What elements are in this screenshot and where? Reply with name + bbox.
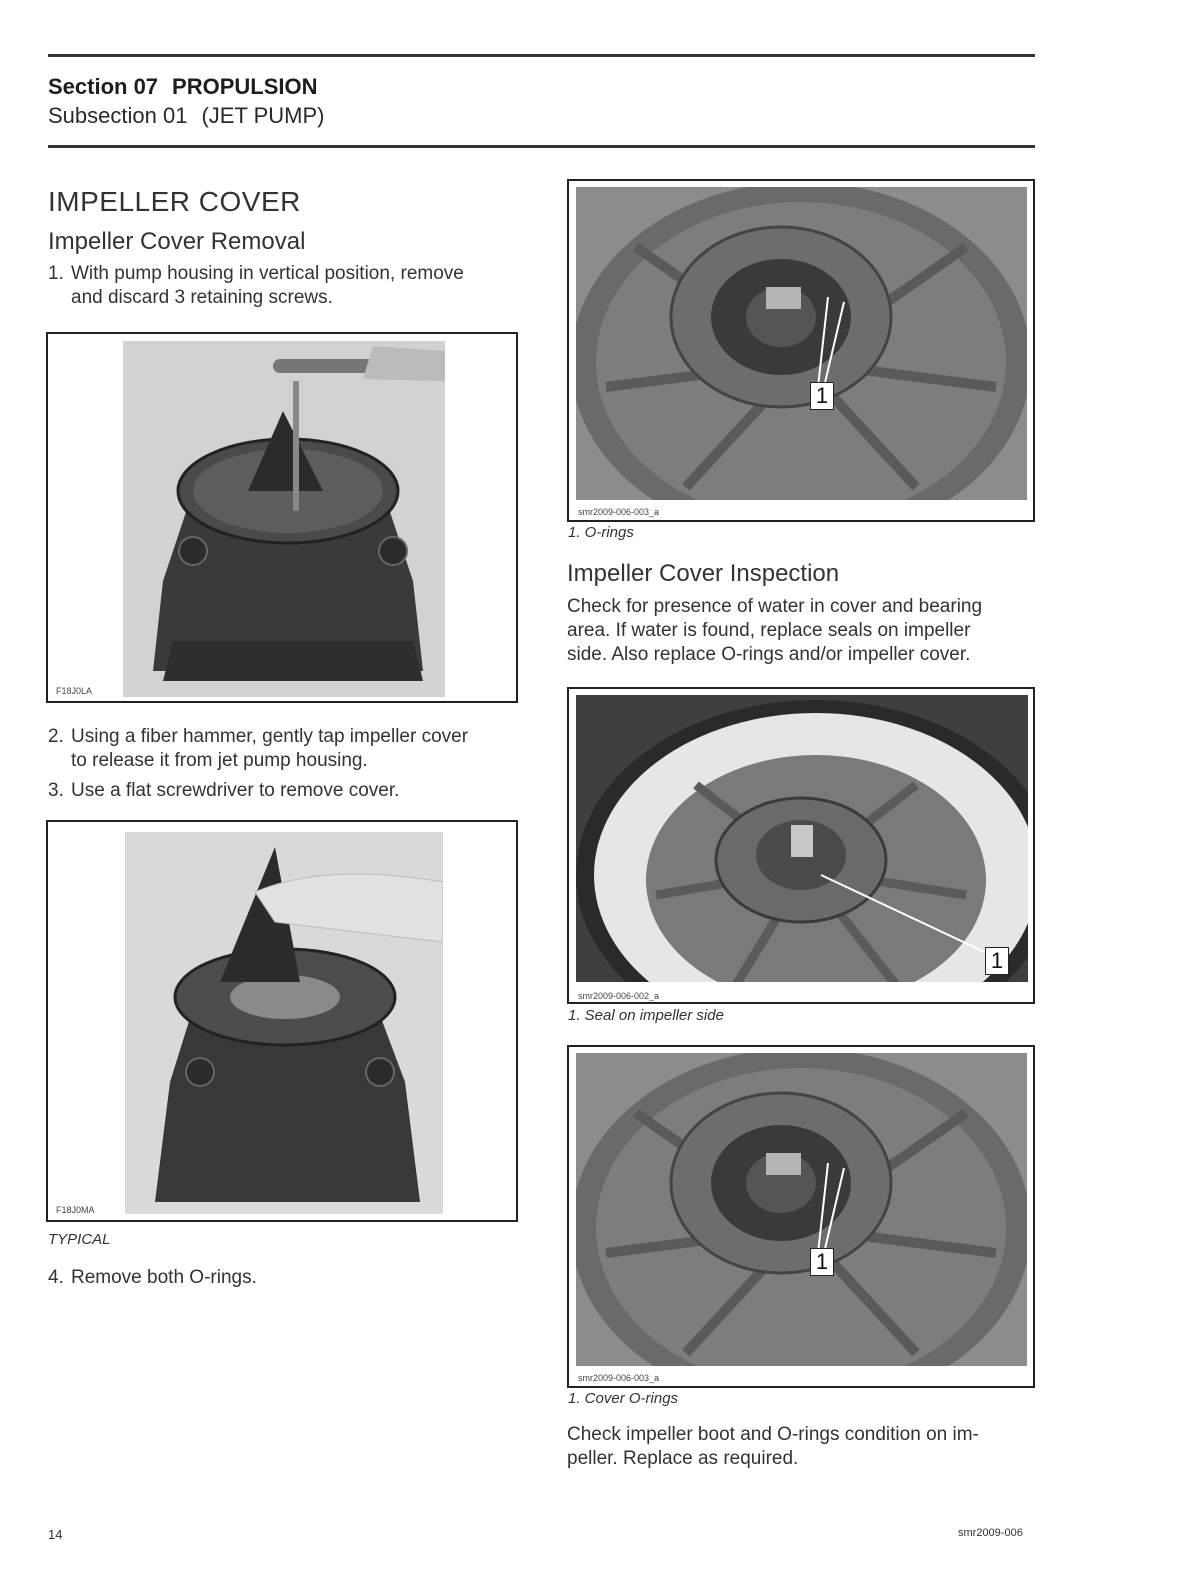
figure-seal <box>567 687 1035 1004</box>
figure-id: F18J0LA <box>56 686 93 696</box>
removal-heading: Impeller Cover Removal <box>48 228 306 255</box>
figure-caption: 1. Cover O-rings <box>568 1390 679 1407</box>
page-number: 14 <box>48 1527 63 1542</box>
figure-caption: TYPICAL <box>48 1231 111 1248</box>
section-heading <box>48 74 318 100</box>
figure-cover-o-rings <box>567 1045 1035 1388</box>
step-2: 2. Using a fiber hammer, gently tap impeller cover to release it from jet pump housing. <box>48 726 469 771</box>
subsection-label: Subsection 01 <box>48 103 188 128</box>
photo-ratchet-on-pump <box>123 341 445 697</box>
figure-remove-cover <box>46 820 518 1222</box>
subsection-title: (JET PUMP) <box>201 103 325 128</box>
figure-id: smr2009-006-003_a <box>578 507 660 517</box>
step-3: 3. Use a flat screwdriver to remove cover. <box>48 780 400 801</box>
section-title: PROPULSION <box>172 74 318 99</box>
header-bottom-rule <box>48 145 1035 148</box>
figure-caption: 1. Seal on impeller side <box>568 1007 724 1024</box>
photo-o-rings-top <box>576 187 1027 500</box>
callout-1: 1 <box>810 382 834 410</box>
document-code: smr2009-006 <box>958 1527 1023 1539</box>
figure-o-rings <box>567 179 1035 522</box>
photo-lifting-cover <box>125 832 443 1214</box>
header-top-rule <box>48 54 1035 57</box>
callout-1: 1 <box>810 1248 834 1276</box>
inspection-paragraph-2: Check impeller boot and O-rings condition on im- peller. Replace as required. <box>567 1424 979 1469</box>
step-1: 1. With pump housing in vertical position, remove and discard 3 retaining screws. <box>48 263 464 308</box>
photo-cover-o-rings <box>576 1053 1027 1366</box>
figure-id: F18J0MA <box>56 1205 95 1215</box>
inspection-heading: Impeller Cover Inspection <box>567 560 840 587</box>
subsection-heading <box>48 103 324 129</box>
figure-remove-screws <box>46 332 518 703</box>
photo-seal-impeller-side <box>576 695 1028 982</box>
figure-id: smr2009-006-002_a <box>578 991 660 1001</box>
figure-id: smr2009-006-003_a <box>578 1373 660 1383</box>
inspection-paragraph-1: Check for presence of water in cover and bearing area. If water is found, replace seals on impeller side. Also replace O-rings and/or impeller cover. <box>567 596 983 665</box>
page-title: IMPELLER COVER <box>48 186 301 217</box>
step-4: 4. Remove both O-rings. <box>48 1267 257 1288</box>
callout-1: 1 <box>985 947 1009 975</box>
section-label: Section 07 <box>48 74 159 99</box>
figure-caption: 1. O-rings <box>568 524 634 541</box>
